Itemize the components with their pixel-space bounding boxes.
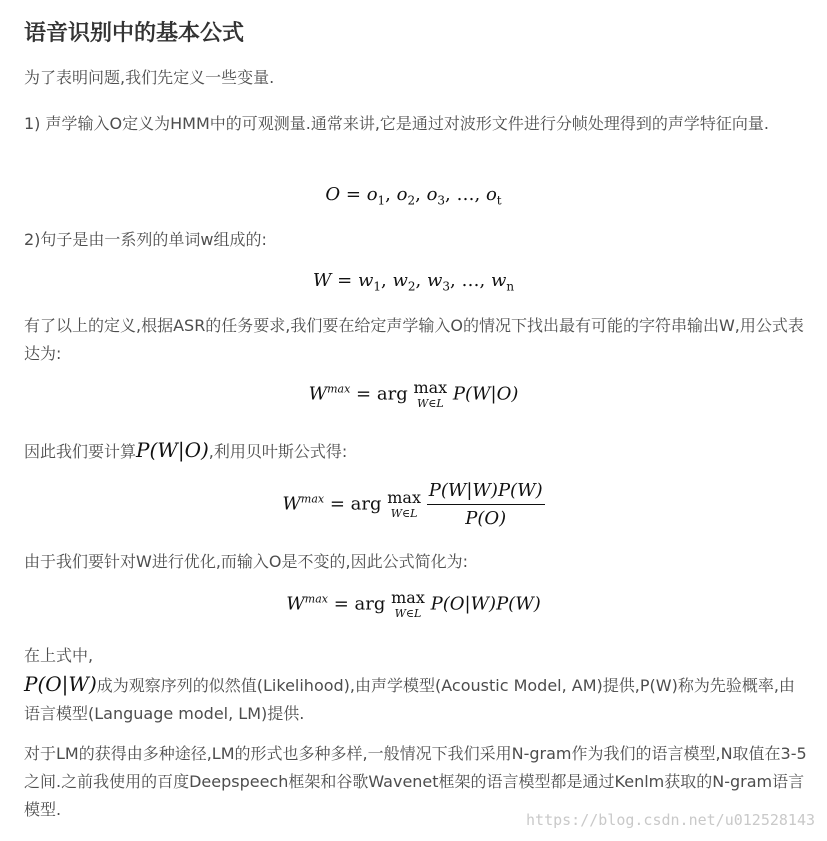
likelihood-paragraph: 在上式中, P(O|W)成为观察序列的似然值(Likelihood),由声学模型(Acoustic Model, AM)提供,P(W)称为先验概率,由语言模型(Language model, LM)提供. [24,646,795,723]
eq1-lhs: O [325,184,341,205]
argmax-operator: max W∈L [391,588,425,620]
intro-paragraph: 为了表明问题,我们先定义一些变量. [24,68,275,87]
article-title: 语音识别中的基本公式 [24,21,245,46]
task-definition-paragraph: 有了以上的定义,根据ASR的任务要求,我们要在给定声学输入O的情况下找出最有可能的字符串输出W,用公式表达为: [24,316,804,363]
equation-word-sequence: $W = w_1$, $w_2$, $w_3$, …, $w_n$ [312,270,515,294]
equation-observation-sequence: $O = o_1$, $o_2$, $o_3$, …, $o_t$ [325,184,502,208]
fraction-numerator: P(W|W)P(W) [427,480,545,505]
definition-2-paragraph: 2)句子是由一系列的单词w组成的: [24,230,267,249]
fraction-denominator: P(O) [465,508,507,529]
equation-bayes: $W^{max}$ = arg max W∈L $\frac{P(W|W)P(W)}{P(O)}$ [282,480,543,529]
language-model-paragraph: 对于LM的获得由多种途径,LM的形式也多种多样,一般情况下我们采用N-gram作为我们的语言模型,N取值在3-5之间.之前我使用的百度Deepspeech框架和谷歌Wavenet框架的语言模型都是通过Kenlm获取的N-gram语言模型. [24,744,807,819]
simplification-paragraph: 由于我们要针对W进行优化,而输入O是不变的,因此公式简化为: [24,552,468,571]
eq1-equals: = [345,184,361,205]
bayes-fraction [427,480,545,529]
inline-math-posterior: P(W|O) [136,438,209,462]
definition-1-paragraph: 1) 声学输入O定义为HMM中的可观测量.通常来讲,它是通过对波形文件进行分帧处理得到的声学特征向量. [24,114,770,133]
equation-argmax-posterior: $W^{max}$ = arg max W∈L P(W|O) [308,378,519,410]
eq2-lhs: W [312,270,332,291]
argmax-operator: max W∈L [387,488,421,520]
bayes-intro-paragraph: 因此我们要计算P(W|O),利用贝叶斯公式得: [24,438,348,462]
equation-simplified: $W^{max}$ = arg max W∈L P(O|W)P(W) [286,588,541,620]
inline-math-likelihood: P(O|W) [24,672,97,696]
watermark-url: https://blog.csdn.net/u012528143 [526,811,815,829]
argmax-operator: max W∈L [413,378,448,410]
